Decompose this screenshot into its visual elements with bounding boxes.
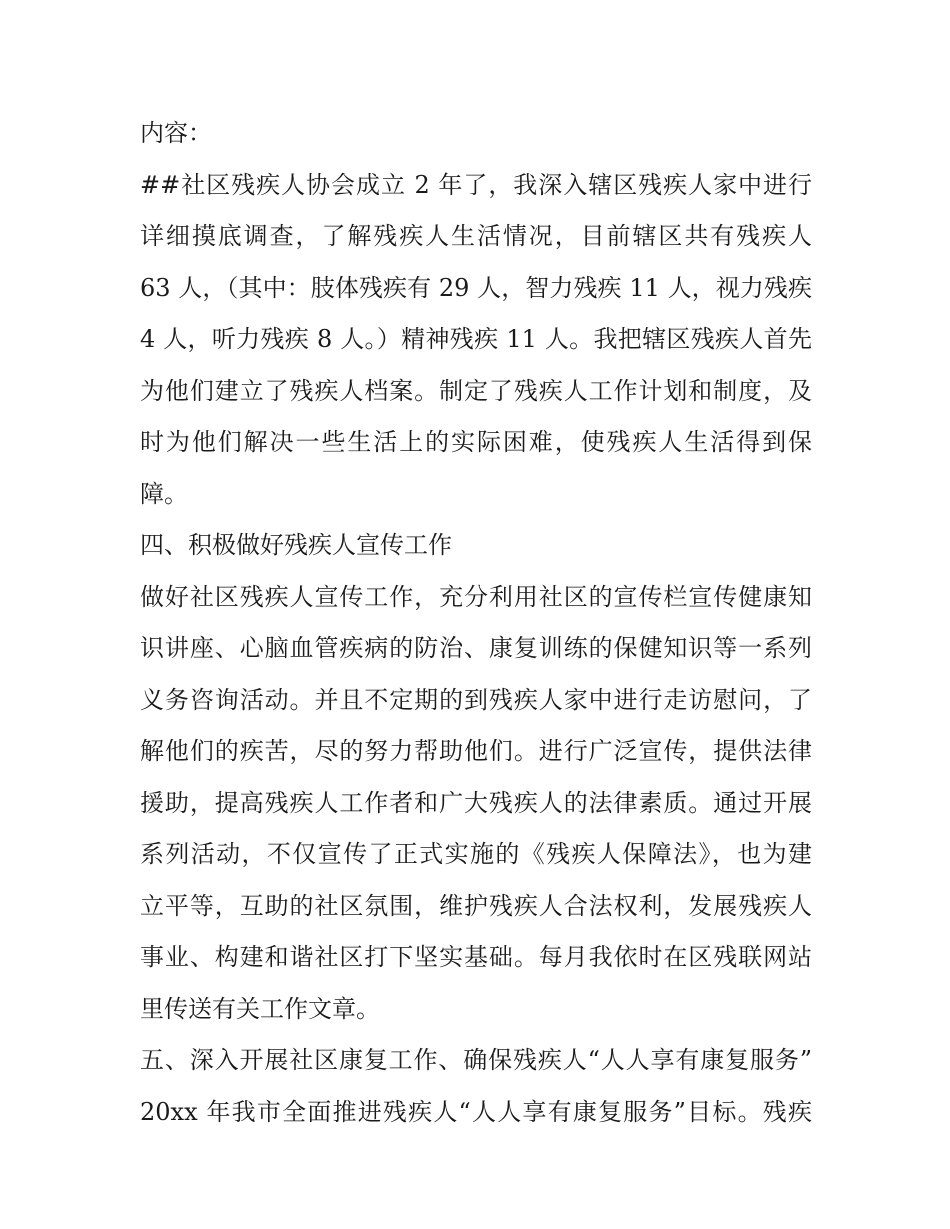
paragraph-line: 20xx 年我市全面推进残疾人“人人享有康复服务”目标。残疾 bbox=[140, 1097, 812, 1126]
section-heading: 四、积极做好残疾人宣传工作 bbox=[140, 531, 452, 559]
paragraph-line: 障。 bbox=[140, 479, 188, 508]
section-heading: 五、深入开展社区康复工作、确保残疾人“人人享有康复服务” bbox=[140, 1046, 812, 1074]
paragraph-line: 援助，提高残疾人工作者和广大残疾人的法律素质。通过开展 bbox=[140, 788, 812, 817]
paragraph-line: 事业、构建和谐社区打下坚实基础。每月我依时在区残联网站 bbox=[140, 943, 812, 971]
paragraph-line: 做好社区残疾人宣传工作，充分利用社区的宣传栏宣传健康知 bbox=[140, 582, 812, 611]
paragraph-line: 系列活动，不仅宣传了正式实施的《残疾人保障法》，也为建 bbox=[140, 840, 812, 868]
paragraph-line: 时为他们解决一些生活上的实际困难，使残疾人生活得到保 bbox=[140, 428, 812, 456]
paragraph-line: ##社区残疾人协会成立 2 年了，我深入辖区残疾人家中进行 bbox=[140, 170, 812, 199]
document-body bbox=[140, 108, 812, 1138]
paragraph-line: 立平等，互助的社区氛围，维护残疾人合法权利，发展残疾人 bbox=[140, 891, 812, 920]
paragraph-line: 里传送有关工作文章。 bbox=[140, 994, 380, 1023]
section-label: 内容： bbox=[140, 119, 212, 147]
paragraph-line: 解他们的疾苦，尽的努力帮助他们。进行广泛宣传，提供法律 bbox=[140, 737, 812, 765]
paragraph-line: 4 人，听力残疾 8 人。）精神残疾 11 人。我把辖区残疾人首先 bbox=[140, 325, 812, 353]
paragraph-line: 详细摸底调查，了解残疾人生活情况，目前辖区共有残疾人 bbox=[140, 222, 812, 250]
paragraph-line: 63 人，（其中：肢体残疾有 29 人，智力残疾 11 人，视力残疾 bbox=[140, 273, 812, 302]
paragraph-line: 义务咨询活动。并且不定期的到残疾人家中进行走访慰问，了 bbox=[140, 685, 812, 714]
paragraph-line: 识讲座、心脑血管疾病的防治、康复训练的保健知识等一系列 bbox=[140, 634, 812, 662]
paragraph-line: 为他们建立了残疾人档案。制定了残疾人工作计划和制度，及 bbox=[140, 376, 812, 405]
